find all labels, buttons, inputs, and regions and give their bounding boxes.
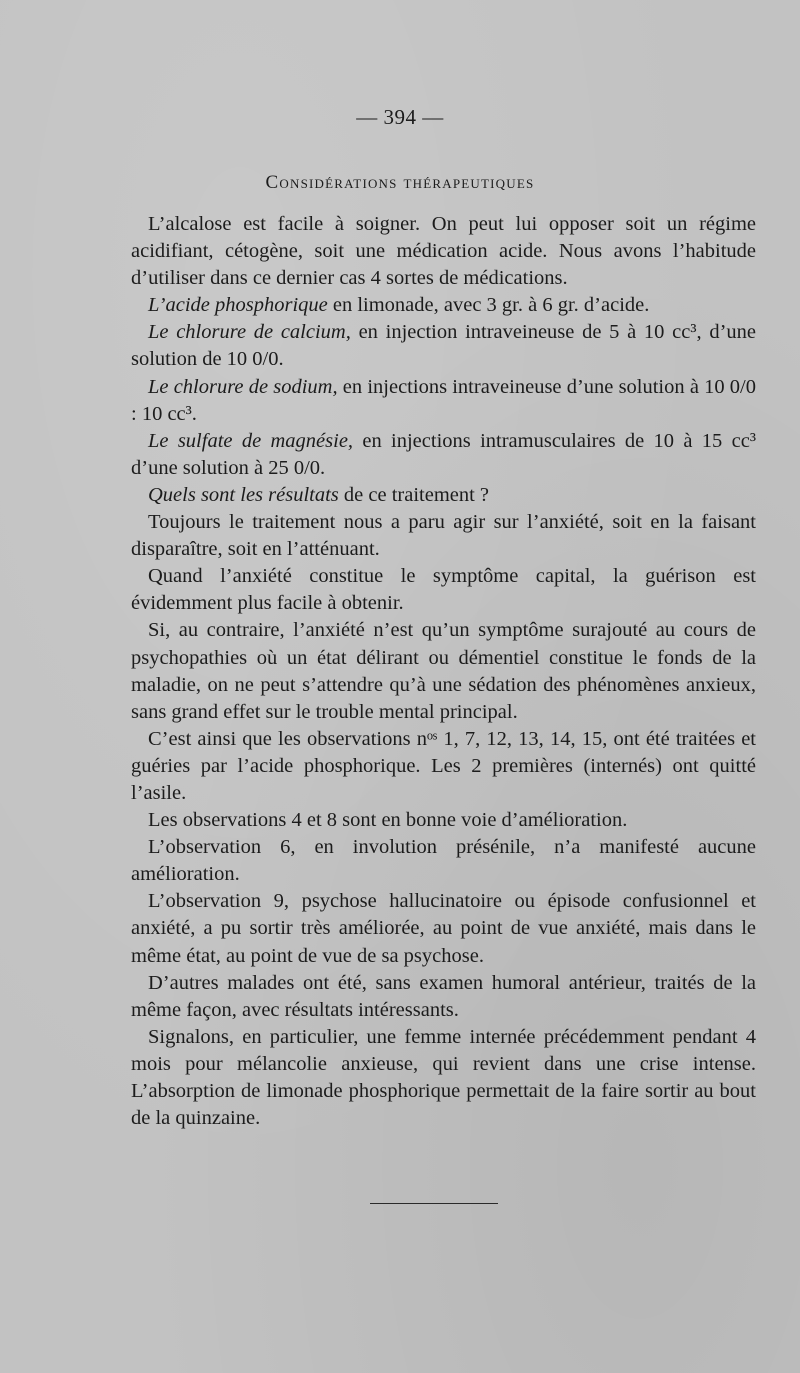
paragraph: Si, au contraire, l’anxiété n’est qu’un symptôme surajouté au cours de psychopathies où un état délirant ou démentiel constitue le fonds de la maladie, on ne peut s’attendre qu’à une sédation des phénomènes anxieux, sans grand effet sur le trouble mental principal. [131, 619, 756, 723]
paragraph [131, 428, 756, 482]
paragraph [131, 319, 756, 373]
paragraph: L’observation 9, psychose hallucinatoire ou épisode confusionnel et anxiété, a pu sortir très améliorée, au point de vue anxiété, mais dans le même état, au point de vue de sa psychose. [131, 890, 756, 967]
paragraph: Signalons, en particulier, une femme internée précédemment pendant 4 mois pour mélancolie anxieuse, qui revient dans une crise intense. L’absorption de limonade phosphorique permettait de la faire sortir au bout de la quinzaine. [131, 1025, 756, 1130]
page-number: — 394 — [356, 105, 444, 129]
paragraph [131, 292, 756, 319]
italic-term: Le sulfate de magnésie, [148, 429, 354, 452]
italic-term: L’acide phosphorique [148, 294, 328, 317]
paragraph: C’est ainsi que les observations nᵒˢ 1, 7, 12, 13, 14, 15, ont été traitées et guéries par l’acide phosphorique. Les 2 premières (internés) ont quitté l’asile. [131, 727, 756, 804]
paragraph: Toujours le traitement nous a paru agir sur l’anxiété, soit en la faisant disparaître, soit en l’atténuant. [131, 511, 756, 561]
paragraph-text: de ce traitement ? [338, 483, 490, 506]
paragraph-text: en limonade, avec 3 gr. à 6 gr. d’acide. [327, 294, 650, 317]
paragraph-text: en injections intraveineuse d’une solution à 10 0/0 : 10 cc³. [131, 375, 756, 425]
paragraph: Les observations 4 et 8 sont en bonne voie d’amélioration. [148, 809, 628, 832]
paragraph [131, 482, 756, 509]
end-rule [370, 1203, 498, 1204]
italic-term: Le chlorure de sodium, [148, 375, 338, 398]
paragraph-text: en injections intramusculaires de 10 à 15 cc³ d’une solution à 25 0/0. [131, 429, 756, 479]
paragraph-text: en injection intraveineuse de 5 à 10 cc³, d’une solution de 10 0/0. [131, 321, 756, 371]
section-heading: Considérations thérapeutiques [265, 172, 535, 193]
body-text [131, 211, 756, 1132]
paragraph: L’alcalose est facile à soigner. On peut lui opposer soit un régime acidifiant, cétogène, soit une médication acide. Nous avons l’habitude d’utiliser dans ce dernier cas 4 sortes de médications. [131, 213, 756, 290]
italic-term: Le chlorure de calcium, [148, 321, 351, 344]
paragraph: D’autres malades ont été, sans examen humoral antérieur, traités de la même façon, avec résultats intéressants. [131, 971, 756, 1021]
italic-term: Quels sont les résultats [148, 483, 339, 506]
paragraph: L’observation 6, en involution présénile, n’a manifesté aucune amélioration. [131, 836, 756, 886]
paragraph: Quand l’anxiété constitue le symptôme capital, la guérison est évidemment plus facile à obtenir. [131, 565, 756, 615]
paragraph [131, 374, 756, 428]
